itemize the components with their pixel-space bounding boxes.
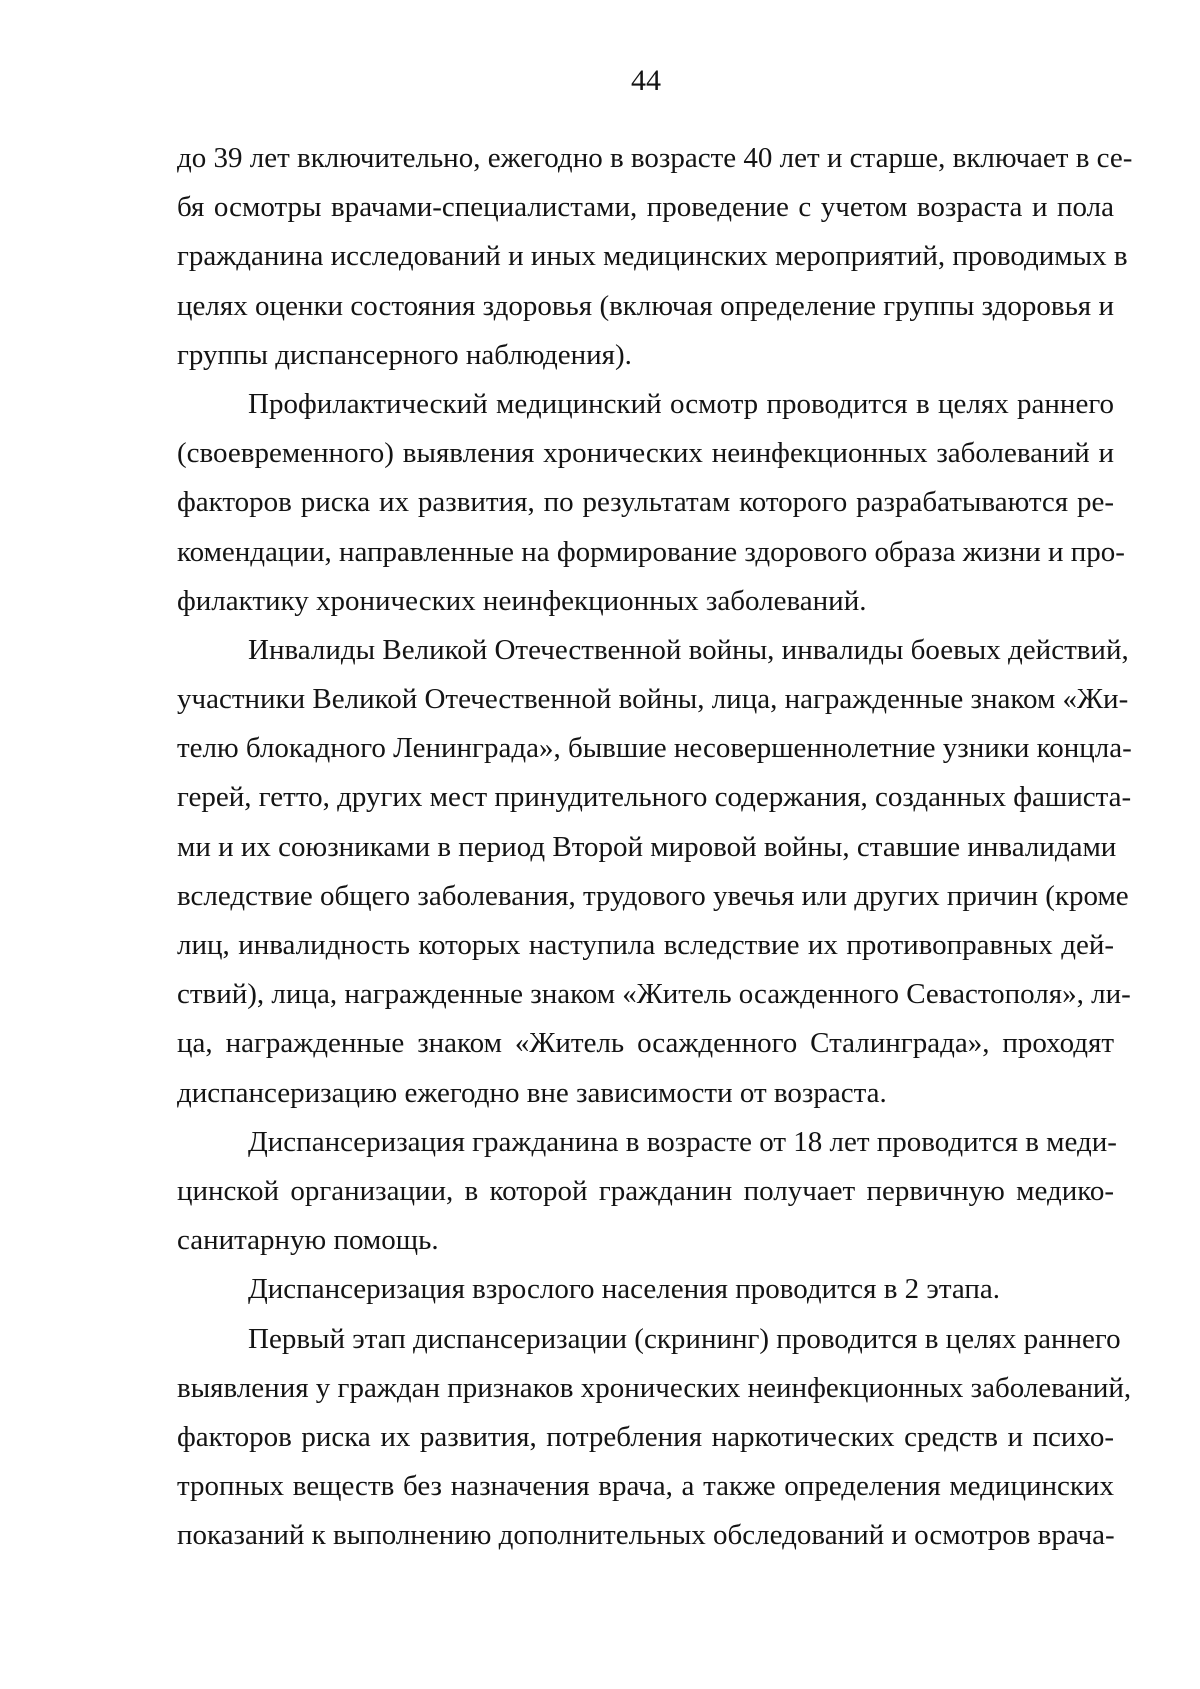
- page-number: 44: [631, 64, 661, 97]
- text-line: гражданина исследований и иных медицинских мероприятий, проводимых в: [177, 240, 1128, 273]
- text-line: комендации, направленные на формирование здорового образа жизни и про-: [177, 535, 1125, 568]
- paragraph: [177, 1118, 1117, 1266]
- text-line: целях оценки состояния здоровья (включая определение группы здоровья и: [177, 289, 1114, 322]
- text-line: ствий), лица, награжденные знаком «Житель осажденного Севастополя», ли-: [177, 978, 1131, 1011]
- paragraph: [177, 626, 1132, 1118]
- text-line: факторов риска их развития, потребления наркотических средств и психо-: [177, 1420, 1114, 1453]
- text-line: показаний к выполнению дополнительных обследований и осмотров врача-: [177, 1519, 1115, 1552]
- text-line: диспансеризацию ежегодно вне зависимости от возраста.: [177, 1076, 887, 1109]
- text-line: герей, гетто, других мест принудительного содержания, созданных фашиста-: [177, 781, 1132, 814]
- text-line: Инвалиды Великой Отечественной войны, инвалиды боевых действий,: [248, 633, 1129, 666]
- text-line: санитарную помощь.: [177, 1224, 439, 1257]
- text-line: Диспансеризация гражданина в возрасте от 18 лет проводится в меди-: [248, 1125, 1117, 1158]
- paragraph: [177, 1315, 1132, 1561]
- text-line: группы диспансерного наблюдения).: [177, 338, 632, 371]
- text-line: ца, награжденные знаком «Житель осажденного Сталинграда», проходят: [177, 1027, 1114, 1060]
- text-line: Диспансеризация взрослого населения проводится в 2 этапа.: [248, 1273, 1000, 1306]
- text-line: участники Великой Отечественной войны, лица, награжденные знаком «Жи-: [177, 683, 1129, 716]
- text-line: тропных веществ без назначения врача, а также определения медицинских: [177, 1470, 1114, 1503]
- text-line: Профилактический медицинский осмотр проводится в целях раннего: [248, 387, 1114, 420]
- text-line: факторов риска их развития, по результатам которого разрабатываются ре-: [177, 486, 1114, 519]
- paragraph: [177, 1265, 1114, 1314]
- text-line: Первый этап диспансеризации (скрининг) проводится в целях раннего: [248, 1322, 1121, 1355]
- text-line: (своевременного) выявления хронических неинфекционных заболеваний и: [177, 437, 1114, 470]
- text-line: телю блокадного Ленинграда», бывшие несовершеннолетние узники концла-: [177, 732, 1132, 765]
- text-line: филактику хронических неинфекционных заболеваний.: [177, 584, 867, 617]
- text-line: цинской организации, в которой гражданин получает первичную медико-: [177, 1174, 1114, 1207]
- text-line: лиц, инвалидность которых наступила вследствие их противоправных дей-: [177, 929, 1114, 961]
- text-line: до 39 лет включительно, ежегодно в возрасте 40 лет и старше, включает в се-: [177, 142, 1133, 174]
- paragraph: [177, 380, 1125, 626]
- text-line: бя осмотры врачами-специалистами, проведение с учетом возраста и пола: [177, 191, 1114, 224]
- paragraph: [177, 134, 1133, 380]
- text-line: выявления у граждан признаков хронических неинфекционных заболеваний,: [177, 1371, 1132, 1404]
- text-line: ми и их союзниками в период Второй мировой войны, ставшие инвалидами: [177, 830, 1117, 863]
- text-line: вследствие общего заболевания, трудового увечья или других причин (кроме: [177, 879, 1129, 912]
- body-text: [177, 134, 1133, 1560]
